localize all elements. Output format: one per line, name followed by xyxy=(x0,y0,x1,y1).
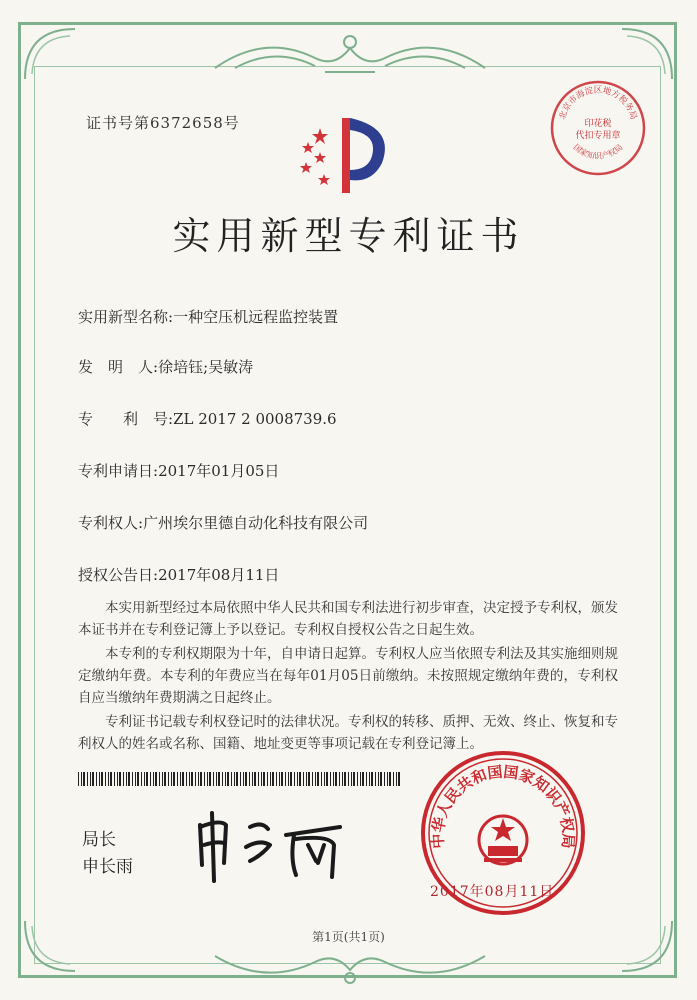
filing-date-value: 2017年01月05日 xyxy=(158,462,280,480)
grant-date-label: 授权公告日: xyxy=(78,566,159,584)
bottom-ornament xyxy=(205,948,495,988)
patent-holder-value: 广州埃尔里德自动化科技有限公司 xyxy=(143,514,369,532)
grant-date-row xyxy=(78,564,279,585)
seal-date: 2017年08月11日 xyxy=(430,884,555,900)
svg-text:中华人民共和国国家知识产权局 xyxy=(429,763,578,849)
utility-model-name-label: 实用新型名称: xyxy=(78,308,174,326)
seal-ring-text: 中华人民共和国国家知识产权局 xyxy=(428,762,578,850)
small-seal-center-line2: 代扣专用章 xyxy=(575,131,621,141)
patent-office-logo xyxy=(290,108,400,198)
certificate-number: 证书号第6372658号 xyxy=(86,114,240,132)
svg-text:国家知识产权局 xyxy=(572,143,625,161)
body-paragraph-1: 本实用新型经过本局依照中华人民共和国专利法进行初步审查，决定授予专利权，颁发本证书并在专利登记簿上予以登记。专利权自授权公告之日起生效。 xyxy=(78,600,618,638)
small-seal-center-line1: 印花税 xyxy=(584,119,612,129)
certificate-body xyxy=(78,597,618,757)
page-number: 第1页(共1页) xyxy=(312,930,385,944)
director-title: 局长 xyxy=(82,830,116,850)
grant-date-value: 2017年08月11日 xyxy=(158,566,280,584)
barcode xyxy=(78,772,400,786)
small-seal-bottom-text: 国家知识产权局 xyxy=(571,142,625,161)
corner-ornament-bottom-left xyxy=(20,916,80,976)
handwritten-signature xyxy=(190,805,350,885)
corner-ornament-top-left xyxy=(20,24,80,84)
small-seal-ring-text: 北京市海淀区地方税务局 xyxy=(557,85,639,121)
patent-number-row xyxy=(78,408,337,429)
top-ornament xyxy=(205,28,495,78)
inventor-value: 徐培钰;吴敏涛 xyxy=(158,358,254,376)
patent-holder-label: 专利权人: xyxy=(78,514,144,532)
stamp-duty-seal xyxy=(548,78,648,178)
patent-number-value: ZL 2017 2 0008739.6 xyxy=(173,410,337,428)
utility-model-name-row xyxy=(78,306,338,327)
patent-holder-row xyxy=(78,512,368,533)
patent-number-label: 专 利 号: xyxy=(78,410,174,428)
body-paragraph-2: 本专利的专利权期限为十年，自申请日起算。专利权人应当依照专利法及其实施细则规定缴纳年费。本专利的年费应当在每年01月05日前缴纳。未按照规定缴纳年费的，专利权自应当缴纳年费期满之日起终止。 xyxy=(78,646,618,706)
filing-date-row xyxy=(78,460,279,481)
body-paragraph-3: 专利证书记载专利权登记时的法律状况。专利权的转移、质押、无效、终止、恢复和专利权人的姓名或名称、国籍、地址变更等事项记载在专利登记簿上。 xyxy=(78,714,618,752)
director-name: 申长雨 xyxy=(82,857,133,877)
certificate-title: 实用新型专利证书 xyxy=(172,214,525,258)
corner-ornament-bottom-right xyxy=(617,916,677,976)
filing-date-label: 专利申请日: xyxy=(78,462,159,480)
utility-model-name-value: 一种空压机远程监控装置 xyxy=(173,308,339,326)
inventor-row xyxy=(78,356,253,377)
inventor-label: 发 明 人: xyxy=(78,358,159,376)
corner-ornament-top-right xyxy=(617,24,677,84)
